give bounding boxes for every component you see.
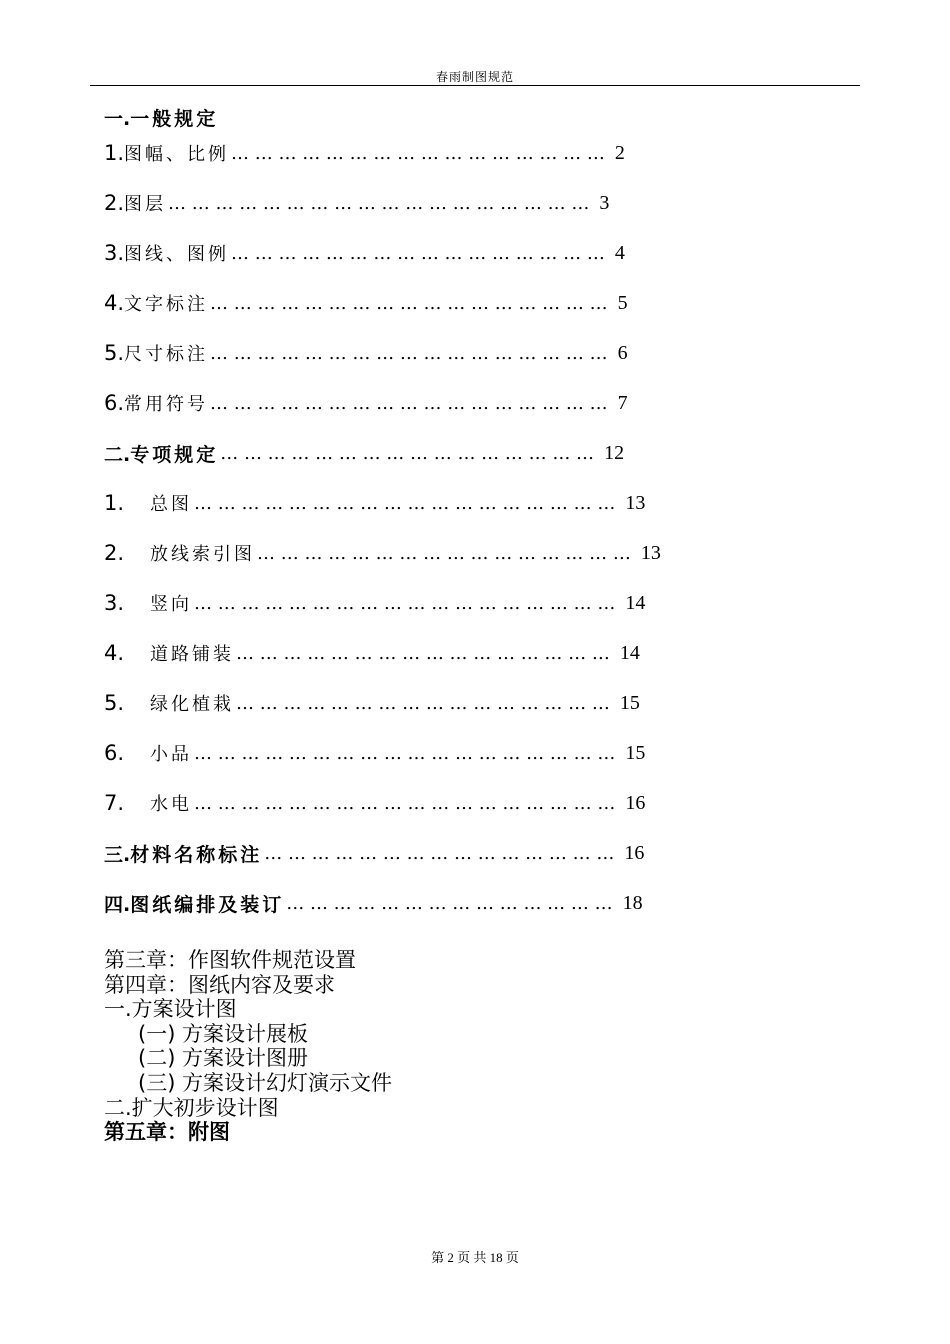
toc-number: 3. <box>104 591 125 615</box>
outline-line: 一.方案设计图 <box>104 997 237 1022</box>
toc-number: 1. <box>104 141 125 165</box>
toc-row <box>104 236 625 270</box>
outline-line: 第五章：附图 <box>104 1120 230 1145</box>
toc-leader-dots: … … … … … … … … … … … … … … … … … … <box>194 492 616 514</box>
toc-row <box>104 636 640 670</box>
toc-page-number: 4 <box>614 241 625 264</box>
toc-row <box>104 886 643 920</box>
toc-label: 放线索引图 <box>150 544 256 565</box>
toc-number: 3. <box>104 241 125 265</box>
toc-page-number: 2 <box>614 141 625 164</box>
toc-leader-dots: … … … … … … … … … … … … … … … … … … <box>194 592 616 614</box>
toc-row <box>104 386 628 420</box>
toc-label: 绿化植栽 <box>150 694 235 715</box>
toc-page-number: 15 <box>625 741 646 764</box>
chapter-outline <box>104 948 804 1145</box>
toc-row <box>104 586 645 620</box>
toc-leader-dots: … … … … … … … … … … … … … … … … … … <box>168 192 590 214</box>
toc-leader-dots: … … … … … … … … … … … … … … <box>286 892 613 914</box>
toc-number: 6. <box>104 741 125 765</box>
toc-number: 4. <box>104 291 125 315</box>
toc-label: 水电 <box>150 794 193 815</box>
toc-page-number: 14 <box>625 591 646 614</box>
toc-page-number: 5 <box>617 291 628 314</box>
toc-number: 6. <box>104 391 125 415</box>
toc-label: 道路铺装 <box>150 644 235 665</box>
toc-page-number: 16 <box>624 841 645 864</box>
toc-label: 图幅、比例 <box>124 144 230 165</box>
toc-page-number: 13 <box>640 541 661 564</box>
page-header-title: 春雨制图规范 <box>435 70 514 84</box>
toc-page-number: 6 <box>617 341 628 364</box>
toc-row <box>104 336 628 370</box>
toc-number: 1. <box>104 491 125 515</box>
toc-page-number: 13 <box>625 491 646 514</box>
toc-label: 常用符号 <box>124 394 209 415</box>
toc-number: 4. <box>104 641 125 665</box>
toc-leader-dots: … … … … … … … … … … … … … … … … … … <box>194 742 616 764</box>
toc-number: 2. <box>104 541 125 565</box>
toc-number: 三. <box>104 843 131 866</box>
toc-label: 总图 <box>150 494 193 515</box>
toc-number: 5. <box>104 341 125 365</box>
toc-row <box>104 436 624 470</box>
outline-line: 第三章：作图软件规范设置 <box>104 948 356 972</box>
toc-page-number: 3 <box>599 191 610 214</box>
outline-line: (一) 方案设计展板 <box>138 1021 309 1046</box>
toc-leader-dots: … … … … … … … … … … … … … … … … <box>220 442 595 464</box>
toc-label: 尺寸标注 <box>124 344 209 365</box>
toc-leader-dots: … … … … … … … … … … … … … … … … <box>257 542 631 564</box>
outline-line: 二.扩大初步设计图 <box>104 1095 279 1120</box>
toc-row <box>104 486 645 520</box>
outline-line: 第四章：图纸内容及要求 <box>104 972 335 997</box>
toc-number: 7. <box>104 791 125 815</box>
toc-label: 文字标注 <box>124 294 209 315</box>
toc-row <box>104 786 645 820</box>
toc-row <box>104 286 628 320</box>
toc-label: 图纸编排及装订 <box>130 893 285 916</box>
toc-number: 一. <box>104 107 131 130</box>
toc-page-number: 7 <box>617 391 628 414</box>
toc-number: 二. <box>104 443 131 466</box>
toc-label: 小品 <box>150 744 193 765</box>
toc-row <box>104 186 609 220</box>
toc-row <box>104 100 218 134</box>
toc-label: 图线、图例 <box>124 244 230 265</box>
toc-leader-dots: … … … … … … … … … … … … … … … … … … <box>194 792 616 814</box>
toc-page-number: 12 <box>604 441 625 464</box>
toc-leader-dots: … … … … … … … … … … … … … … … … … <box>210 392 608 414</box>
toc-label: 材料名称标注 <box>130 843 263 866</box>
toc-number: 四. <box>104 893 131 916</box>
toc-leader-dots: … … … … … … … … … … … … … … … … … <box>210 292 608 314</box>
outline-line: (二) 方案设计图册 <box>138 1046 309 1071</box>
outline-line: (三) 方案设计幻灯演示文件 <box>138 1070 393 1095</box>
toc-row <box>104 536 661 570</box>
toc-leader-dots: … … … … … … … … … … … … … … … … <box>236 642 610 664</box>
toc-row <box>104 686 640 720</box>
toc-number: 2. <box>104 191 125 215</box>
toc-leader-dots: … … … … … … … … … … … … … … … … … <box>210 342 608 364</box>
header-divider <box>90 85 860 86</box>
toc-leader-dots: … … … … … … … … … … … … … … … … <box>231 142 605 164</box>
toc-leader-dots: … … … … … … … … … … … … … … … … <box>231 242 605 264</box>
toc-row <box>104 136 625 170</box>
toc-page-number: 18 <box>622 891 643 914</box>
toc-leader-dots: … … … … … … … … … … … … … … … <box>264 842 615 864</box>
toc-row <box>104 836 644 870</box>
toc-label: 竖向 <box>150 594 193 615</box>
page-footer: 第 2 页 共 18 页 <box>431 1250 519 1265</box>
toc-label: 专项规定 <box>130 443 219 466</box>
toc-leader-dots: … … … … … … … … … … … … … … … … <box>236 692 610 714</box>
toc-row <box>104 736 645 770</box>
toc-number: 5. <box>104 691 125 715</box>
toc-label: 图层 <box>124 194 167 215</box>
toc-label: 一般规定 <box>130 107 219 130</box>
toc-page-number: 15 <box>619 691 640 714</box>
toc-page-number: 16 <box>625 791 646 814</box>
toc-page-number: 14 <box>619 641 640 664</box>
